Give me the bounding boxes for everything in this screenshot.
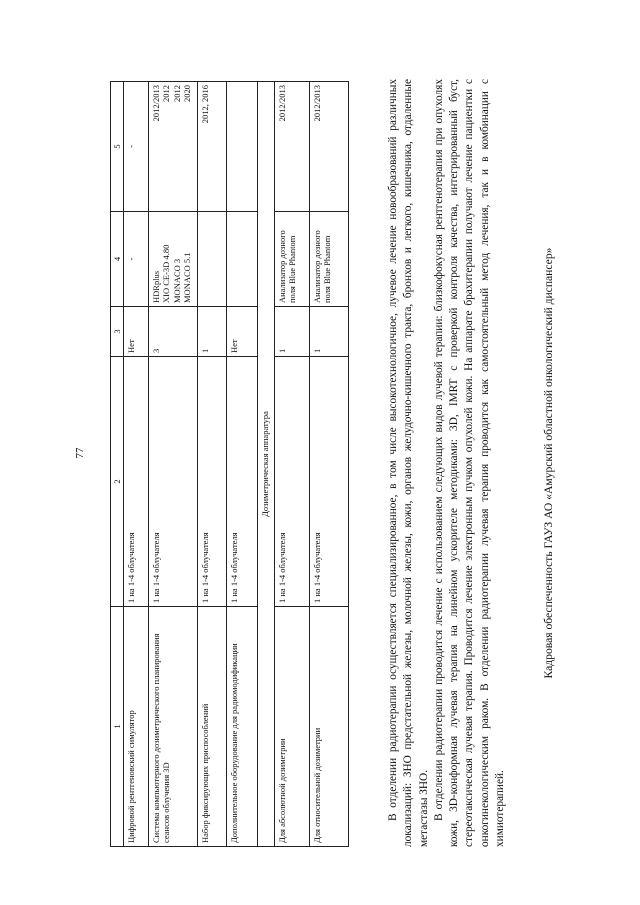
year-line: 2020 [181,85,192,102]
table-header-cell: 1 [111,607,124,847]
paragraph: В отделении радиотерапии осуществляется специализированное, в том числе высокотехнологичное, лучевое лечение новообразований различных локализаций: ЗНО предстательной железы, молочной железы, кожи, органов желудочно-кишечного тракта, бронхов и легкого, кишечника, отдаленные метастазы ЗНО. [387,79,430,847]
model-cell [227,212,258,307]
model-line: MONACO 3 [171,258,182,303]
equipment-name: Цифровой рентгеновский симулятор [124,607,149,847]
year-line: 2012/2013 [151,85,162,122]
norm-cell: 1 на 1-4 облучателя [198,357,227,607]
quantity-cell: Нет [124,307,149,357]
year-line: 2012 [161,85,172,102]
model-cell [149,212,198,307]
year-line: 2012 [171,85,182,102]
table-header-cell: 3 [111,307,124,357]
table-header-row [111,82,124,847]
year-cell [227,82,258,212]
norm-cell: 1 на 1-4 облучателя [275,357,310,607]
model-cell: - [124,212,149,307]
year-cell: 2012, 2016 [198,82,227,212]
model-cell: Анализатор дозного поля Blue Phantom [310,212,349,307]
model-line: XIO CE-3D 4.80 [161,244,172,303]
page-number: 77 [74,447,86,459]
quantity-cell: 1 [198,307,227,357]
model-cell [198,212,227,307]
table-row [275,82,310,847]
norm-cell: 1 на 1-4 облучателя [227,357,258,607]
quantity-cell: 3 [149,307,198,357]
year-cell [149,82,198,212]
norm-cell: 1 на 1-4 облучателя [124,357,149,607]
table-header-cell: 4 [111,212,124,307]
model-cell: Анализатор дозного поля Blue Phantom [275,212,310,307]
table-row [124,82,149,847]
table-row [310,82,349,847]
table-row [198,82,227,847]
equipment-name: Для относительной дозиметрии [310,607,349,847]
table-header-cell: 5 [111,82,124,212]
section-title: Дозиметрическая аппаратура [258,82,275,847]
section-heading: Кадровая обеспеченность ГАУЗ АО «Амурский областной онкологический диспансер» [542,247,555,679]
year-cell: - [124,82,149,212]
equipment-name: Для абсолютной дозиметрии [275,607,310,847]
quantity-cell: 1 [310,307,349,357]
year-cell: 2012/2013 [275,82,310,212]
year-cell: 2012/2013 [310,82,349,212]
rotated-page-content [110,77,560,847]
paragraph: В отделении радиотерапии проводится лечение с использованием следующих видов лучевой терапии: близкофокусная рентгенотерапия при опухолях кожи, 3D-конформная лучевая терапия на линейном ускорителе методиками: 3D, IMRT с проверкой контроля качества, интегрированный буст, стереотаксическая лучевая терапия. Проводится лечение электронным пучком опухолей кожи. На аппарате брахитерапии получают лечение пациентки с онкогинекологическим раком. В отделении радиотерапии лучевая терапия проводится как самостоятельный метод лечения, так и в комбинации с химиотерапией. [432,79,507,847]
table-header-cell: 2 [111,357,124,607]
equipment-name: Дополнительное оборудование для радиомодификации [227,607,258,847]
model-line: MONACO 5.1 [181,252,192,303]
table-section-row [258,82,275,847]
quantity-cell: Нет [227,307,258,357]
norm-cell: 1 на 1-4 облучателя [310,357,349,607]
model-line: HDRplus [151,270,162,303]
equipment-name: Система компьютерного дозиметрического планирования сеансов облучения 3D [149,607,198,847]
table-row [227,82,258,847]
table-row [149,82,198,847]
quantity-cell: 1 [275,307,310,357]
equipment-name: Набор фиксирующих приспособлений [198,607,227,847]
norm-cell: 1 на 1-4 облучателя [149,357,198,607]
equipment-table [110,81,349,847]
body-text [386,79,508,847]
